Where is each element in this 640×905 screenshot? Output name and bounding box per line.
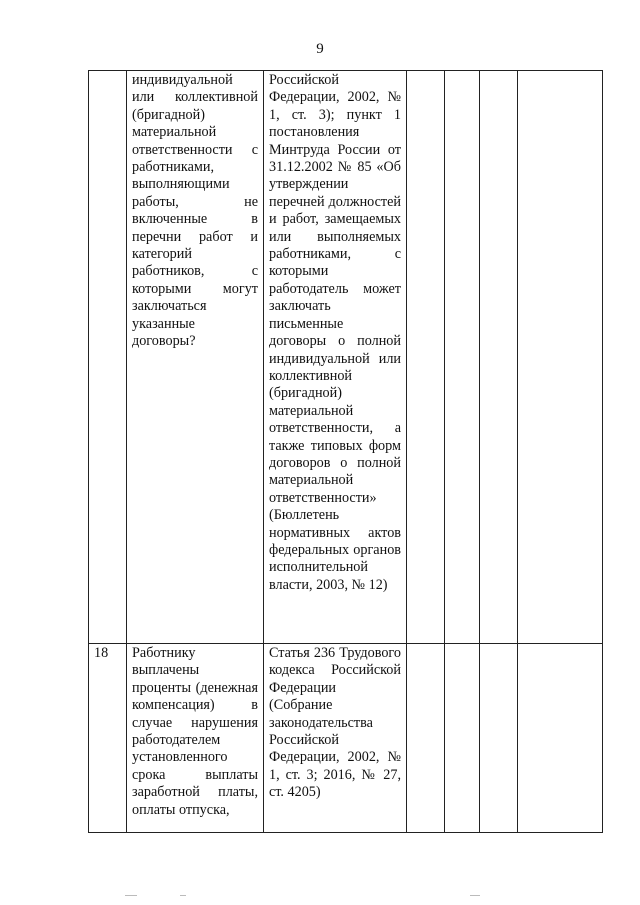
question-cell xyxy=(127,644,264,833)
table-row xyxy=(89,71,603,644)
question-text: индивидуальной или коллективной (бригадной) материальной ответственности с работниками, выполняющими работы, не включенные в перечни работ и категорий работников, с которыми могут заключаться указанные договоры? xyxy=(132,72,258,350)
reference-text: Российской Федерации, 2002, № 1, ст. 3); пункт 1 постановления Минтруда России от 31.12.2002 № 85 «Об утверждении перечней должностей и работ, замещаемых или выполняемых работниками, с которыми работодатель может заключать письменные договоры о полной индивидуальной или коллективной (бригадной) материальной ответственности, а также типовых форм договоров о полной материальной ответственности» (Бюллетень нормативных актов федеральных органов исполнительной власти, 2003, № 12) xyxy=(269,72,401,593)
answer-cell-no xyxy=(445,71,480,644)
row-number-cell xyxy=(89,71,127,644)
table-row xyxy=(89,644,603,833)
notes-cell xyxy=(518,644,603,833)
reference-text: Статья 236 Трудового кодекса Российской Федерации (Собрание законодательства Российской Федерации, 2002, № 1, ст. 3; 2016, № 27, ст. 4205) xyxy=(269,645,401,801)
answer-cell-na xyxy=(480,644,518,833)
row-number-cell: 18 xyxy=(89,644,127,833)
page-number: 9 xyxy=(316,41,324,57)
checklist-table xyxy=(88,70,603,833)
answer-cell-yes xyxy=(407,644,445,833)
reference-cell xyxy=(264,71,407,644)
answer-cell-no xyxy=(445,644,480,833)
question-text: Работнику выплачены проценты (денежная компенсация) в случае нарушения работодателем установленного срока выплаты заработной платы, оплаты отпуска, xyxy=(132,645,258,818)
question-cell xyxy=(127,71,264,644)
notes-cell xyxy=(518,71,603,644)
scan-edge-mark xyxy=(470,895,480,896)
answer-cell-na xyxy=(480,71,518,644)
scan-edge-mark xyxy=(125,895,137,896)
reference-cell xyxy=(264,644,407,833)
scan-edge-mark xyxy=(180,895,186,896)
answer-cell-yes xyxy=(407,71,445,644)
